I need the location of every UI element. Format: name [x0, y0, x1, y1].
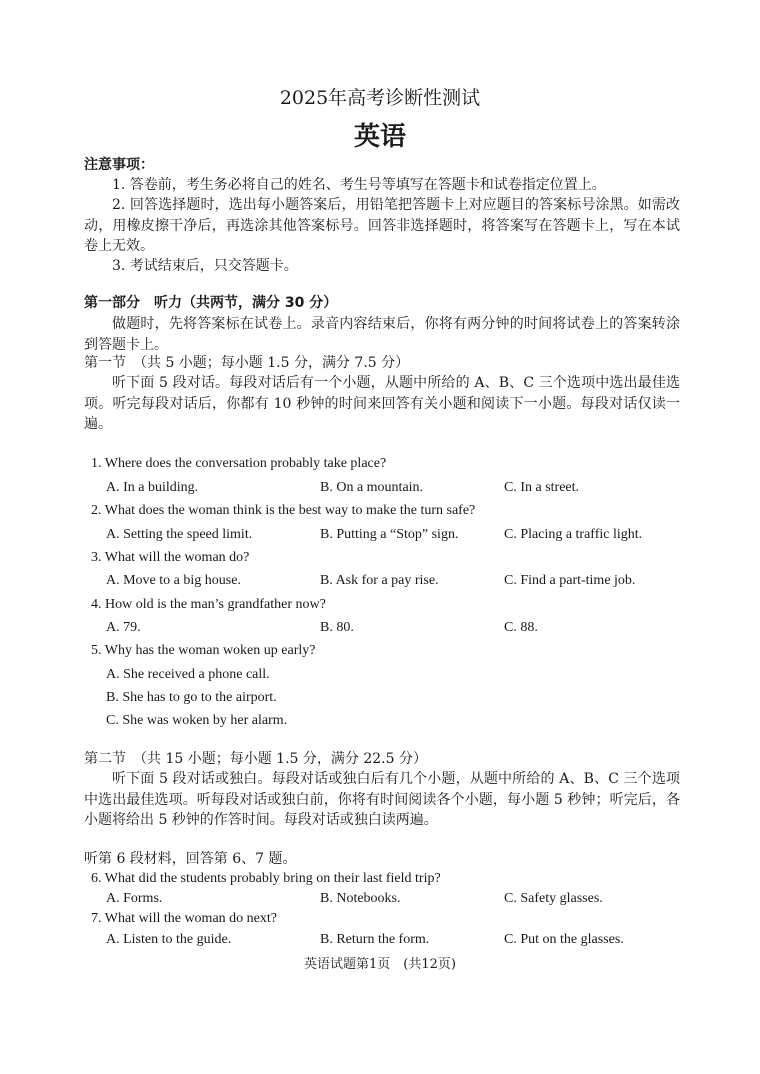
q3-option-a: A. Move to a big house.	[106, 573, 241, 588]
q2-option-c: C. Placing a traffic light.	[504, 527, 643, 542]
q6-option-b: B. Notebooks.	[320, 891, 401, 906]
q6-option-a: A. Forms.	[106, 891, 163, 906]
note-item-1: 1. 答卷前，考生务必将自己的姓名、考生号等填写在答题卡和试卷指定位置上。	[112, 177, 606, 193]
material-6-instruction: 听第 6 段材料，回答第 6、7 题。	[84, 851, 297, 867]
note-item-2: 2. 回答选择题时，选出每小题答案后，用铅笔把答题卡上对应题目的答案标号涂黑。如需改动，用橡皮擦干净后，再选涂其他答案标号。回答非选择题时，将答案写在答题卡上，写在本试卷上无效。	[84, 197, 680, 254]
q4-option-a: A. 79.	[106, 620, 141, 635]
q2-option-b: B. Putting a “Stop” sign.	[320, 527, 459, 542]
q3-option-c: C. Find a part-time job.	[504, 573, 636, 588]
question-7: 7. What will the woman do next?	[91, 911, 277, 926]
question-5: 5. Why has the woman woken up early?	[91, 643, 316, 658]
part1-heading: 第一部分 听力（共两节，满分 30 分）	[84, 295, 338, 311]
q7-option-c: C. Put on the glasses.	[504, 932, 624, 947]
q6-option-c: C. Safety glasses.	[504, 891, 603, 906]
q2-option-a: A. Setting the speed limit.	[106, 527, 253, 542]
exam-title: 2025年高考诊断性测试	[279, 87, 481, 109]
subject-title: 英语	[353, 122, 406, 152]
question-3: 3. What will the woman do?	[91, 550, 250, 565]
q3-option-b: B. Ask for a pay rise.	[320, 573, 439, 588]
part1-intro: 做题时，先将答案标在试卷上。录音内容结束后，你将有两分钟的时间将试卷上的答案转涂到答题卡上。	[84, 316, 680, 353]
section1-intro: 听下面 5 段对话。每段对话后有一个小题，从题中所给的 A、B、C 三个选项中选出最佳选项。听完每段对话后，你都有 10 秒钟的时间来回答有关小题和阅读下一小题。每段对话仅读一遍。	[84, 375, 680, 432]
q5-option-a: A. She received a phone call.	[106, 667, 270, 682]
q1-option-c: C. In a street.	[504, 480, 580, 495]
question-1: 1. Where does the conversation probably take place?	[91, 456, 387, 471]
q5-option-b: B. She has to go to the airport.	[106, 690, 277, 705]
q1-option-b: B. On a mountain.	[320, 480, 424, 495]
question-2: 2. What does the woman think is the best way to make the turn safe?	[91, 503, 476, 518]
note-item-3: 3. 考试结束后，只交答题卡。	[112, 258, 298, 274]
section2-intro: 听下面 5 段对话或独白。每段对话或独白后有几个小题，从题中所给的 A、B、C 三个选项中选出最佳选项。听每段对话或独白前，你将有时间阅读各个小题，每小题 5 秒钟；听完后，各小题将给出 5 秒钟的作答时间。每段对话或独白读两遍。	[84, 771, 680, 828]
page-footer: 英语试题第1页 (共12页)	[304, 957, 456, 972]
question-4: 4. How old is the man’s grandfather now?	[91, 597, 326, 612]
q4-option-c: C. 88.	[504, 620, 538, 635]
q4-option-b: B. 80.	[320, 620, 354, 635]
section1-heading: 第一节 （共 5 小题；每小题 1.5 分，满分 7.5 分）	[84, 355, 410, 371]
question-6: 6. What did the students probably bring on their last field trip?	[91, 871, 441, 886]
q7-option-a: A. Listen to the guide.	[106, 932, 232, 947]
q5-option-c: C. She was woken by her alarm.	[106, 713, 288, 728]
section2-heading: 第二节 （共 15 小题；每小题 1.5 分，满分 22.5 分）	[84, 751, 427, 767]
q1-option-a: A. In a building.	[106, 480, 199, 495]
notes-heading: 注意事项：	[84, 157, 154, 173]
q7-option-b: B. Return the form.	[320, 932, 430, 947]
